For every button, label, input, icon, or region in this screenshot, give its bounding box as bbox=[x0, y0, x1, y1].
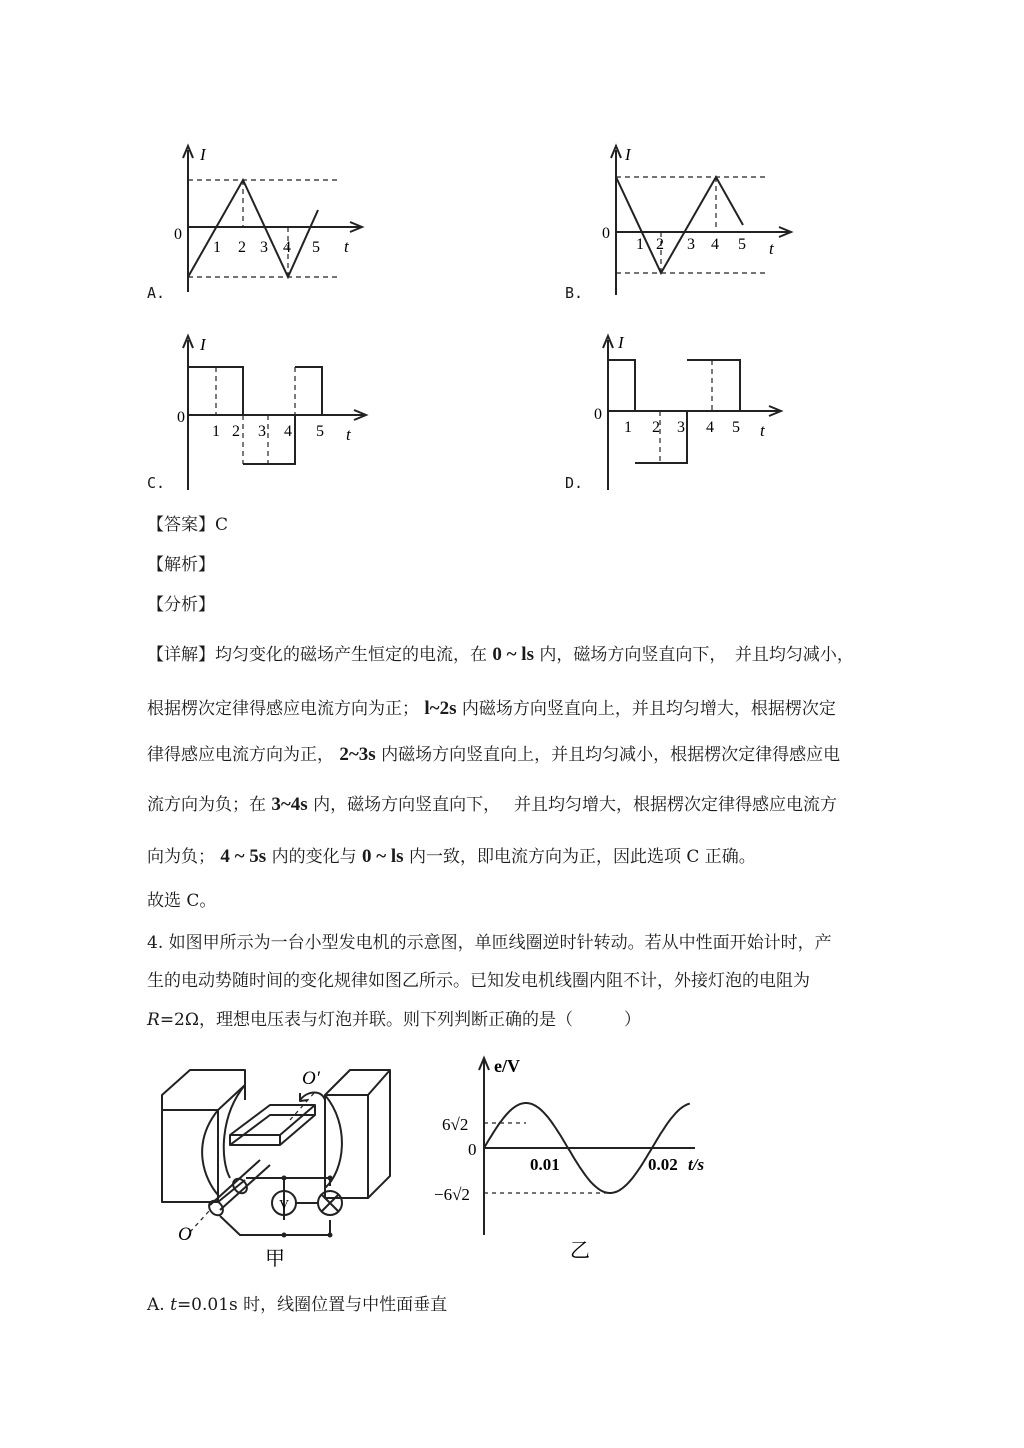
y-axis-label: I bbox=[200, 335, 206, 354]
option-c-label[interactable]: C. bbox=[147, 474, 166, 492]
tick-4: 4 bbox=[711, 236, 719, 253]
y-max-label: 6√2 bbox=[442, 1115, 469, 1134]
tick-3: 3 bbox=[260, 239, 268, 256]
origin-label: 0 bbox=[602, 225, 610, 242]
origin-label: 0 bbox=[594, 406, 602, 423]
answer-line bbox=[147, 510, 228, 535]
fenxi-tag: 【分析】 bbox=[147, 595, 215, 615]
tick-5: 5 bbox=[732, 419, 740, 436]
x-axis-label: t bbox=[760, 421, 765, 440]
detail-line-5: 向为负； 4 ~ 5s 内的变化与 0 ~ ls 内一致，即电流方向为正，因此选项 C 正确。 bbox=[147, 846, 756, 867]
voltmeter-icon: V bbox=[279, 1198, 290, 1213]
tick-4: 4 bbox=[284, 423, 292, 440]
y-zero-label: 0 bbox=[468, 1140, 477, 1159]
tick-2: 2 bbox=[232, 423, 240, 440]
x-axis-label: t bbox=[346, 425, 351, 444]
range-2-3: 2~3s bbox=[339, 744, 376, 765]
conclusion: 故选 C。 bbox=[147, 891, 217, 911]
y-axis-label: I bbox=[200, 145, 206, 164]
range-0-1: 0 ~ ls bbox=[492, 644, 534, 665]
x-axis-label: t bbox=[769, 239, 774, 258]
option-a-label[interactable]: A. bbox=[147, 284, 166, 302]
option-c-graph bbox=[160, 330, 380, 490]
tick-5: 5 bbox=[312, 239, 320, 256]
detail-line-3: 律得感应电流方向为正， 2~3s 内磁场方向竖直向上，并且均匀减小，根据楞次定律得感应电 bbox=[147, 744, 841, 765]
tick-4: 4 bbox=[283, 239, 291, 256]
figure-jia-caption: 甲 bbox=[265, 1248, 285, 1270]
detail-line-4: 流方向为负；在 3~4s 内，磁场方向竖直向下， 并且均匀增大，根据楞次定律得感应电流方 bbox=[147, 794, 837, 815]
option-b-graph bbox=[585, 140, 795, 300]
tick-3: 3 bbox=[258, 423, 266, 440]
figure-yi-caption: 乙 bbox=[570, 1240, 590, 1262]
detail-line-1: 【详解】均匀变化的磁场产生恒定的电流，在 0 ~ ls 内，磁场方向竖直向下， 并且均匀减小， bbox=[147, 644, 854, 665]
origin-label: 0 bbox=[177, 409, 185, 426]
q4-line-1: 4. 如图甲所示为一台小型发电机的示意图，单匝线圈逆时针转动。若从中性面开始计时，产 bbox=[147, 933, 832, 953]
analysis-tag: 【解析】 bbox=[147, 555, 215, 575]
option-d-label[interactable]: D. bbox=[565, 474, 584, 492]
option-a-graph bbox=[160, 140, 370, 300]
emf-chart bbox=[430, 1050, 720, 1275]
y-axis-label: I bbox=[618, 333, 624, 352]
tick-1: 1 bbox=[636, 236, 644, 253]
axis-o-prime-label: O′ bbox=[302, 1068, 320, 1089]
y-axis-label: e/V bbox=[494, 1056, 520, 1076]
tick-2: 2 bbox=[652, 419, 660, 436]
tick-1: 1 bbox=[213, 239, 221, 256]
axis-o-label: O bbox=[178, 1224, 192, 1245]
tick-3: 3 bbox=[677, 419, 685, 436]
x-tick-002: 0.02 bbox=[648, 1155, 678, 1174]
option-a-q4[interactable]: A. t=0.01s 时，线圈位置与中性面垂直 bbox=[147, 1295, 448, 1315]
generator-figure bbox=[150, 1060, 410, 1270]
tick-2: 2 bbox=[656, 236, 664, 253]
answer-value: C bbox=[215, 515, 229, 535]
tick-1: 1 bbox=[624, 419, 632, 436]
x-axis-label: t bbox=[344, 237, 349, 256]
answer-tag: 【答案】 bbox=[147, 515, 215, 535]
x-tick-001: 0.01 bbox=[530, 1155, 560, 1174]
tick-5: 5 bbox=[738, 236, 746, 253]
x-axis-label: t/s bbox=[688, 1155, 705, 1174]
origin-label: 0 bbox=[174, 226, 182, 243]
tick-3: 3 bbox=[687, 236, 695, 253]
tick-2: 2 bbox=[238, 239, 246, 256]
y-axis-label: I bbox=[625, 145, 631, 164]
tick-5: 5 bbox=[316, 423, 324, 440]
option-d-graph bbox=[590, 330, 800, 490]
range-0-1-b: 0 ~ ls bbox=[362, 846, 404, 867]
range-3-4: 3~4s bbox=[271, 794, 308, 815]
range-1-2: l~2s bbox=[424, 698, 457, 719]
tick-4: 4 bbox=[706, 419, 714, 436]
detail-line-2: 根据楞次定律得感应电流方向为正； l~2s 内磁场方向竖直向上，并且均匀增大，根据楞次定 bbox=[147, 698, 836, 719]
detail-tag: 【详解】 bbox=[147, 645, 215, 665]
q4-line-3: R=2Ω，理想电压表与灯泡并联。则下列判断正确的是（ ） bbox=[147, 1010, 641, 1030]
q4-line-2: 生的电动势随时间的变化规律如图乙所示。已知发电机线圈内阻不计，外接灯泡的电阻为 bbox=[147, 971, 810, 991]
y-min-label: −6√2 bbox=[434, 1185, 470, 1204]
tick-1: 1 bbox=[212, 423, 220, 440]
range-4-5: 4 ~ 5s bbox=[220, 846, 267, 867]
option-b-label[interactable]: B. bbox=[565, 284, 584, 302]
